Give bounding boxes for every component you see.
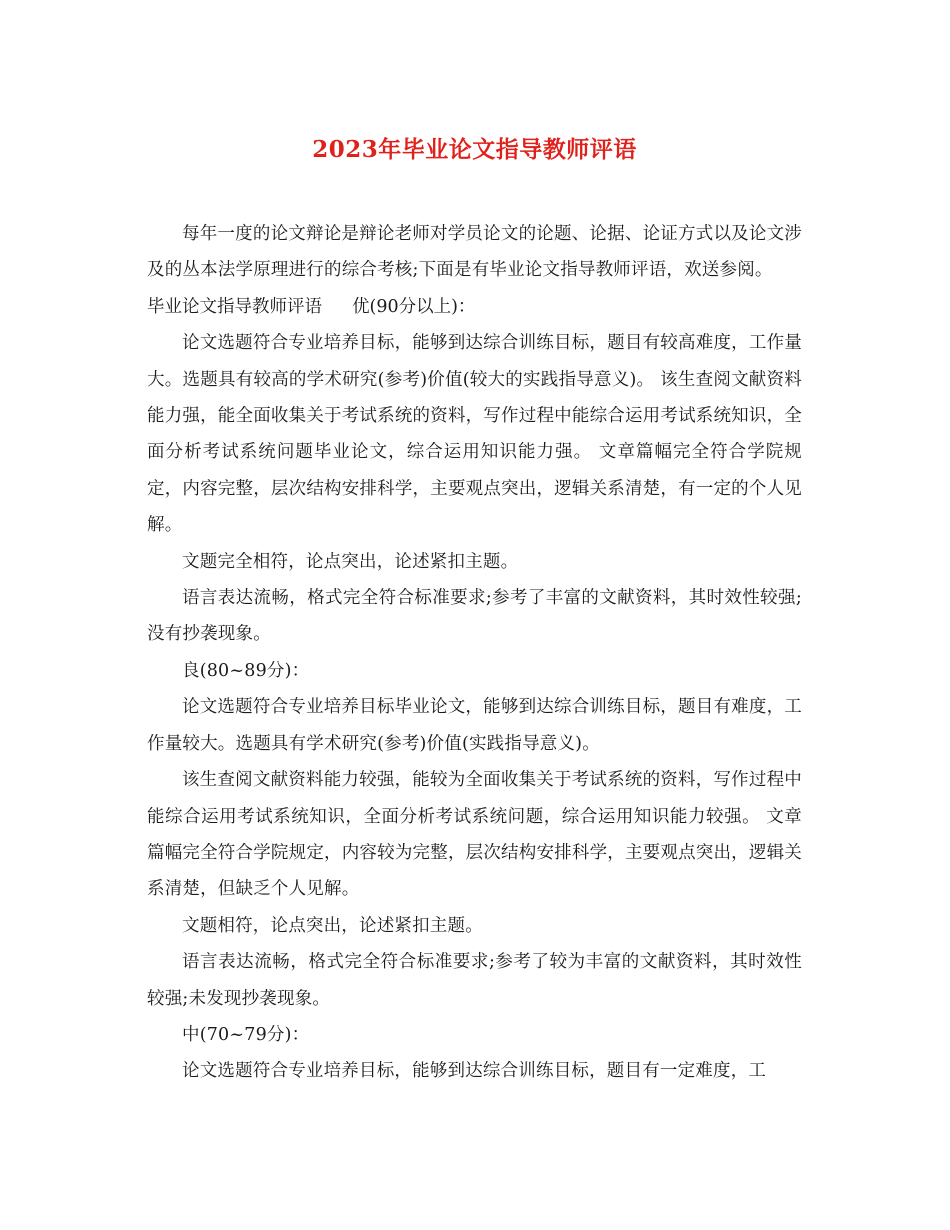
paragraph-medium-1: 论文选题符合专业培养目标，能够到达综合训练目标，题目有一定难度，工 [182, 1061, 767, 1082]
document-title: 2023年毕业论文指导教师评语 [312, 136, 637, 163]
paragraph-excellent-1: 论文选题符合专业培养目标，能够到达综合训练目标，题目有较高难度，工作量大。选题具有较高的学术研究(参考)价值(较大的实践指导意义)。 该生查阅文献资料能力强，能全面收集关于考试系统的资料，写作过程中能综合运用考试系统知识，全面分析考试系统问题毕业论文，综合运用知识能力强。 文章篇幅完全符合学院规定，内容完整，层次结构安排科学，主要观点突出，逻辑关系清楚，有一定的个人见解。 [147, 333, 802, 536]
paragraph-good-3: 文题相符，论点突出，论述紧扣主题。 [182, 915, 483, 936]
paragraph-excellent-2: 文题完全相符，论点突出，论述紧扣主题。 [182, 551, 519, 572]
grade-heading-good: 良(80~89分)： [182, 660, 310, 681]
section-heading-right: 优(90分以上)： [352, 296, 476, 317]
paragraph-good-4: 语言表达流畅，格式完全符合标准要求;参考了较为丰富的文献资料，其时效性较强;未发现抄袭现象。 [147, 952, 802, 1009]
section-heading-left: 毕业论文指导教师评语 [147, 296, 322, 317]
paragraph-good-1: 论文选题符合专业培养目标毕业论文，能够到达综合训练目标，题目有难度，工作量较大。选题具有学术研究(参考)价值(实践指导意义)。 [147, 697, 802, 754]
document-page [147, 130, 802, 1090]
grade-heading-medium: 中(70~79分)： [182, 1024, 310, 1045]
intro-paragraph: 每年一度的论文辩论是辩论老师对学员论文的论题、论据、论证方式以及论文涉及的丛本法学原理进行的综合考核;下面是有毕业论文指导教师评语，欢送参阅。 [147, 224, 802, 281]
paragraph-good-2: 该生查阅文献资料能力较强，能较为全面收集关于考试系统的资料，写作过程中能综合运用考试系统知识，全面分析考试系统问题，综合运用知识能力较强。 文章篇幅完全符合学院规定，内容较为完整，层次结构安排科学，主要观点突出，逻辑关系清楚，但缺乏个人见解。 [147, 770, 802, 900]
paragraph-excellent-3: 语言表达流畅，格式完全符合标准要求;参考了丰富的文献资料，其时效性较强;没有抄袭现象。 [147, 588, 802, 645]
section-heading [147, 289, 802, 325]
